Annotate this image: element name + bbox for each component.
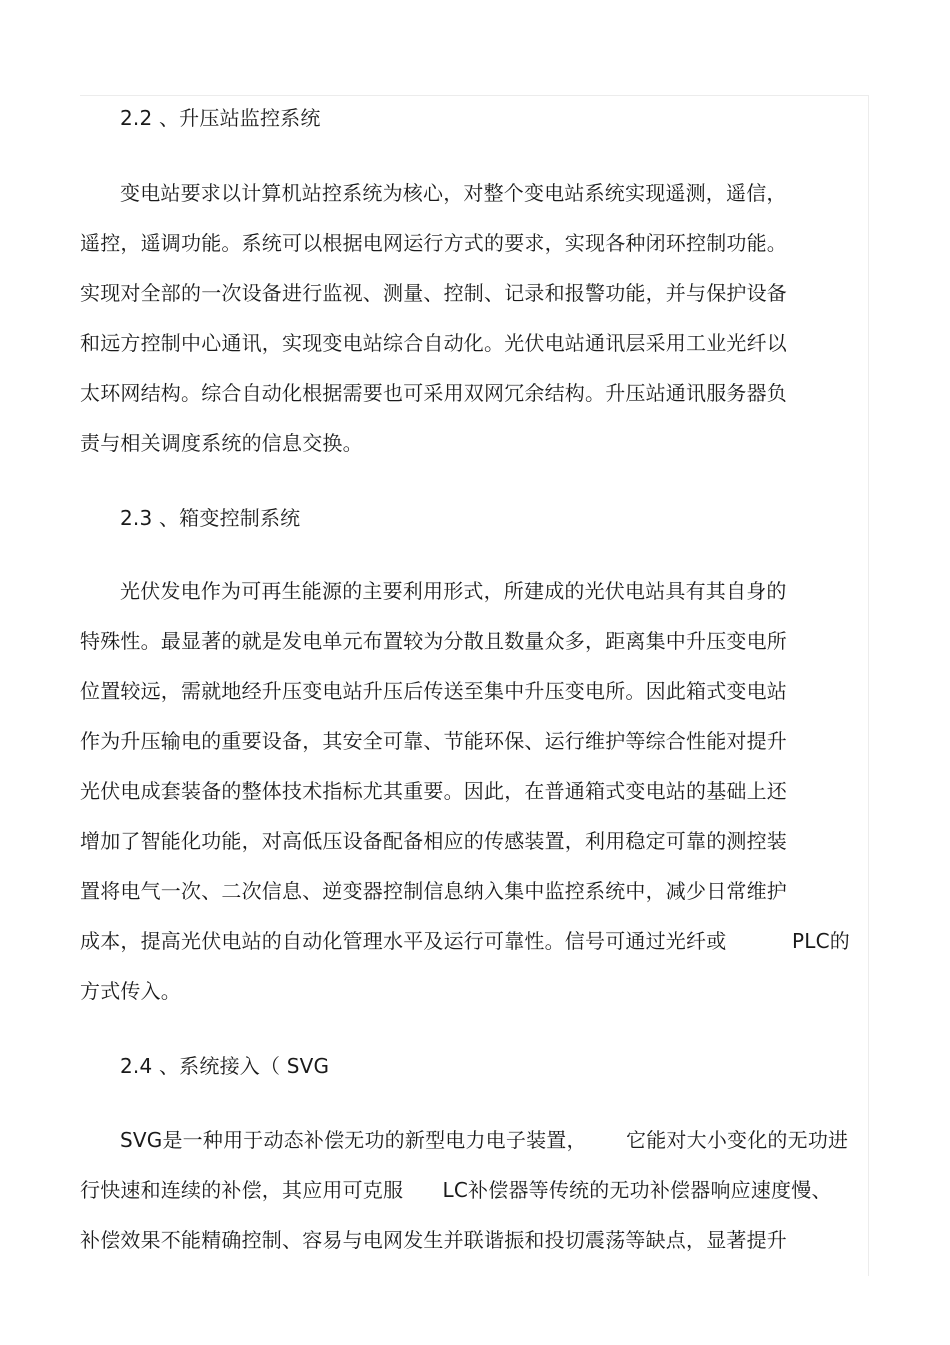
- section-heading-2-4: 2.4 、系统接入（ SVG: [120, 1054, 330, 1078]
- paragraph-line: 增加了智能化功能，对高低压设备配备相应的传感装置，利用稳定可靠的测控装: [80, 829, 787, 853]
- paragraph-line: 方式传入。: [80, 979, 181, 1003]
- paragraph-line: 太环网结构。综合自动化根据需要也可采用双网冗余结构。升压站通讯服务器负: [80, 381, 787, 405]
- paragraph-line: 成本，提高光伏电站的自动化管理水平及运行可靠性。信号可通过光纤或 PLC的: [80, 929, 850, 953]
- paragraph-line: 变电站要求以计算机站控系统为核心，对整个变电站系统实现遥测，遥信，: [120, 181, 787, 205]
- paragraph-line: 特殊性。最显著的就是发电单元布置较为分散且数量众多，距离集中升压变电所: [80, 629, 787, 653]
- paragraph-line: 置将电气一次、二次信息、逆变器控制信息纳入集中监控系统中，减少日常维护: [80, 879, 787, 903]
- paragraph-line: 和远方控制中心通讯，实现变电站综合自动化。光伏电站通讯层采用工业光纤以: [80, 331, 787, 355]
- paragraph-line: SVG是一种用于动态补偿无功的新型电力电子装置， 它能对大小变化的无功进: [120, 1128, 849, 1152]
- paragraph-line: 实现对全部的一次设备进行监视、测量、控制、记录和报警功能，并与保护设备: [80, 281, 787, 305]
- section-heading-2-3: 2.3 、箱变控制系统: [120, 506, 301, 530]
- section-heading-2-2: 2.2 、升压站监控系统: [120, 106, 321, 130]
- paragraph-line: 作为升压输电的重要设备，其安全可靠、节能环保、运行维护等综合性能对提升: [80, 729, 787, 753]
- paragraph-line: 行快速和连续的补偿，其应用可克服 LC补偿器等传统的无功补偿器响应速度慢、: [80, 1178, 832, 1202]
- paragraph-line: 位置较远，需就地经升压变电站升压后传送至集中升压变电所。因此箱式变电站: [80, 679, 787, 703]
- paragraph-line: 光伏发电作为可再生能源的主要利用形式，所建成的光伏电站具有其自身的: [120, 579, 787, 603]
- paragraph-line: 责与相关调度系统的信息交换。: [80, 431, 363, 455]
- paragraph-line: 补偿效果不能精确控制、容易与电网发生并联谐振和投切震荡等缺点，显著提升: [80, 1228, 787, 1252]
- paragraph-line: 光伏电成套装备的整体技术指标尤其重要。因此，在普通箱式变电站的基础上还: [80, 779, 787, 803]
- paragraph-line: 遥控，遥调功能。系统可以根据电网运行方式的要求，实现各种闭环控制功能。: [80, 231, 787, 255]
